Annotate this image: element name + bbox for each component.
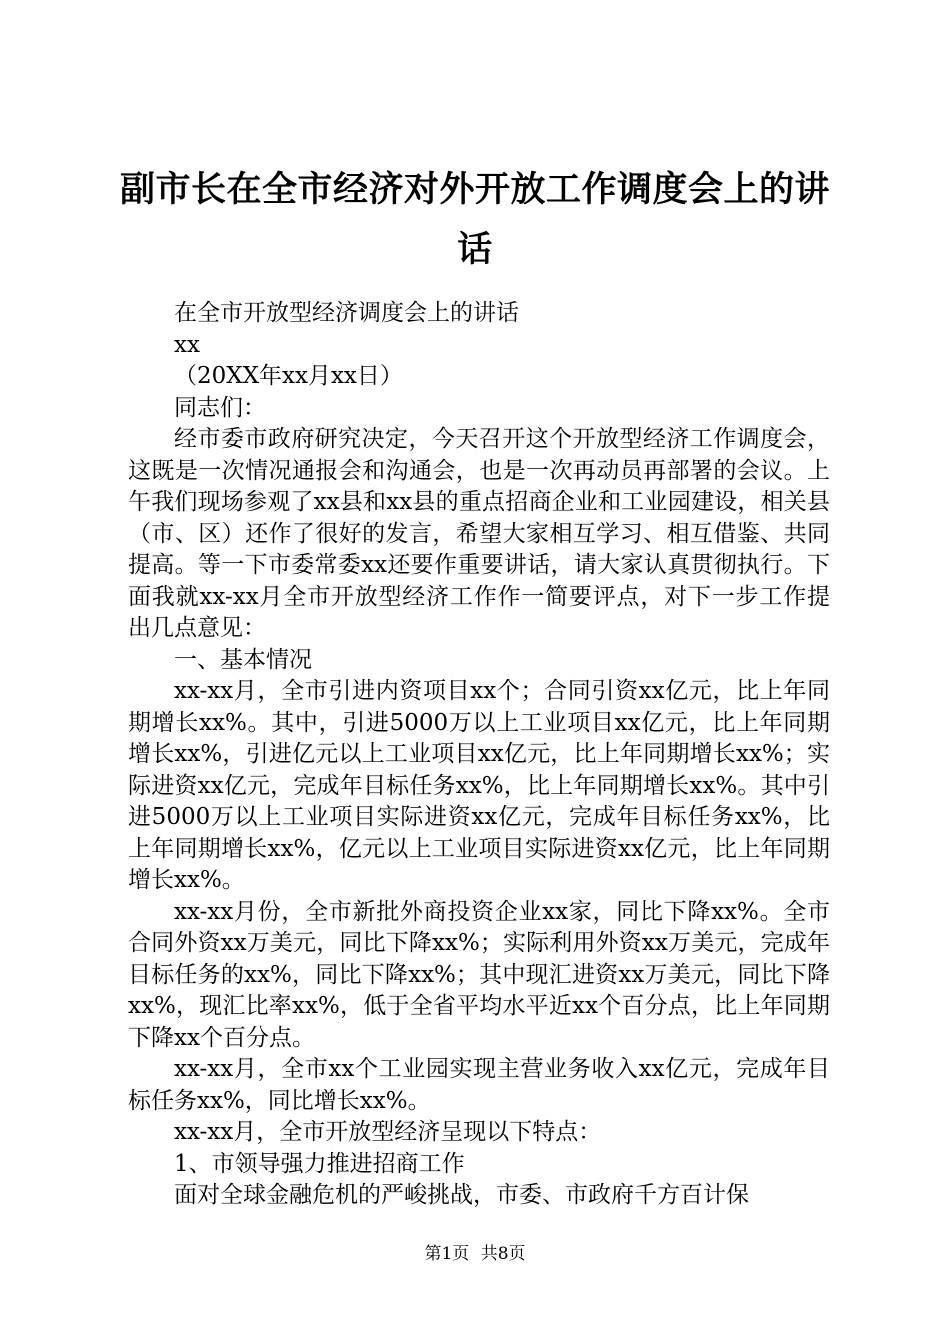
section-heading: 一、基本情况 <box>174 646 312 673</box>
document-title: 副市长在全市经济对外开放工作调度会上的讲话 <box>119 170 830 270</box>
body-paragraph: xx-xx月，全市引进内资项目xx个；合同引资xx亿元，比上年同期增长xx%。其中，引进5000万以上工业项目xx亿元，比上年同期增长xx%，引进亿元以上工业项目xx亿元，比上年同期增长xx%；实际进资xx亿元，完成年目标任务xx%，比上年同期增长xx%。其中引进5000万以上工业项目实际进资xx亿元，完成年目标任务xx%，比上年同期增长xx%，亿元以上工业项目实际进资xx亿元，比上年同期增长xx%。 <box>128 678 830 893</box>
page-footer <box>0 1243 950 1265</box>
page-total: 共8页 <box>480 1244 526 1264</box>
speaker-name: xx <box>174 331 200 358</box>
body-paragraph: xx-xx月，全市xx个工业园实现主营业务收入xx亿元，完成年目标任务xx%，同比增长xx%。 <box>128 1056 830 1114</box>
subsection-heading: 1、市领导强力推进招商工作 <box>174 1150 465 1177</box>
body-paragraph: 面对全球金融危机的严峻挑战，市委、市政府千方百计保 <box>174 1182 749 1208</box>
salutation: 同志们： <box>174 394 266 421</box>
body-paragraph: xx-xx月份，全市新批外商投资企业xx家，同比下降xx%。全市合同外资xx万美元，同比下降xx%；实际利用外资xx万美元，完成年目标任务的xx%，同比下降xx%；其中现汇进资xx万美元，同比下降xx%，现汇比率xx%，低于全省平均水平近xx个百分点，比上年同期下降xx个百分点。 <box>128 898 830 1051</box>
speech-date: （20XX年xx月xx日） <box>174 363 403 389</box>
speech-subtitle: 在全市开放型经济调度会上的讲话 <box>174 300 519 326</box>
body-paragraph: xx-xx月，全市开放型经济呈现以下特点： <box>174 1119 602 1145</box>
body-paragraph: 经市委市政府研究决定，今天召开这个开放型经济工作调度会，这既是一次情况通报会和沟通会，也是一次再动员再部署的会议。上午我们现场参观了xx县和xx县的重点招商企业和工业园建设，相关县（市、区）还作了很好的发言，希望大家相互学习、相互借鉴、共同提高。等一下市委常委xx还要作重要讲话，请大家认真贯彻执行。下面我就xx-xx月全市开放型经济工作作一简要评点，对下一步工作提出几点意见： <box>128 426 830 641</box>
page-number: 第1页 <box>424 1244 470 1264</box>
document-body <box>128 298 830 1212</box>
